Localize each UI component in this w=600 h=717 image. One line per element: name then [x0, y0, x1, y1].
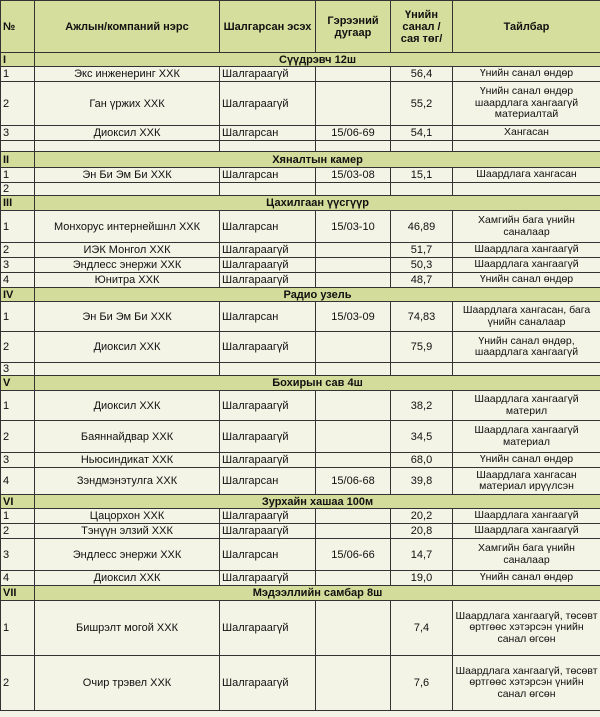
contract-number — [316, 363, 391, 376]
row-number: 2 — [1, 82, 35, 126]
selection-status: Шалгараагүй — [220, 656, 316, 711]
note-text: Үнийн санал өндөр — [453, 67, 600, 82]
company-name: Тэнүүн элзий ХХК — [35, 524, 220, 539]
note-text: Хамгийн бага үнийн саналаар — [453, 211, 600, 243]
row-number: 4 — [1, 468, 35, 495]
company-name: Экс инженеринг ХХК — [35, 67, 220, 82]
selection-status: Шалгараагүй — [220, 391, 316, 421]
row-number: 3 — [1, 258, 35, 273]
company-name: Эн Би Эм Би ХХК — [35, 302, 220, 332]
table-row — [1, 468, 600, 495]
header-contract-number: Гэрээний дугаар — [316, 1, 391, 53]
price-value: 46,89 — [391, 211, 453, 243]
section-title: Сүүдрэвч 12ш — [35, 53, 600, 67]
header-row — [1, 1, 600, 53]
company-name: Юнитра ХХК — [35, 273, 220, 288]
price-value: 68,0 — [391, 453, 453, 468]
selection-status: Шалгараагүй — [220, 421, 316, 453]
row-number: 1 — [1, 601, 35, 656]
table-row — [1, 601, 600, 656]
price-value: 39,8 — [391, 468, 453, 495]
contract-number: 15/06-68 — [316, 468, 391, 495]
contract-number — [316, 524, 391, 539]
row-number: 4 — [1, 273, 35, 288]
note-text: Хангасан — [453, 126, 600, 141]
contract-number — [316, 571, 391, 586]
row-number: 2 — [1, 183, 35, 196]
contract-number: 15/06-69 — [316, 126, 391, 141]
table-row — [1, 363, 600, 376]
header-selected: Шалгарсан эсэх — [220, 1, 316, 53]
selection-status: Шалгарсан — [220, 126, 316, 141]
note-text: Үнийн санал өндөр шаардлага хангаагүй материалтай — [453, 82, 600, 126]
price-value: 34,5 — [391, 421, 453, 453]
section-title: Цахилгаан үүсгүүр — [35, 196, 600, 211]
row-number — [1, 141, 35, 152]
row-number: 2 — [1, 332, 35, 363]
note-text: Шаардлага хангаагүй материал — [453, 421, 600, 453]
contract-number — [316, 243, 391, 258]
section-row — [1, 288, 600, 302]
section-title: Зурхайн хашаа 100м — [35, 495, 600, 509]
header-company-name: Ажлын/компаний нэрс — [35, 1, 220, 53]
note-text: Хамгийн бага үнийн саналаар — [453, 539, 600, 571]
note-text — [453, 363, 600, 376]
price-value — [391, 141, 453, 152]
company-name: Эн Би Эм Би ХХК — [35, 168, 220, 183]
selection-status: Шалгараагүй — [220, 67, 316, 82]
contract-number: 15/06-66 — [316, 539, 391, 571]
row-number: 3 — [1, 126, 35, 141]
table-row — [1, 509, 600, 524]
contract-number — [316, 183, 391, 196]
price-value: 74,83 — [391, 302, 453, 332]
company-name: ИЭК Монгол ХХК — [35, 243, 220, 258]
contract-number: 15/03-10 — [316, 211, 391, 243]
contract-number — [316, 453, 391, 468]
price-value — [391, 363, 453, 376]
table-row — [1, 453, 600, 468]
price-value: 19,0 — [391, 571, 453, 586]
section-number: VI — [1, 495, 35, 509]
table-row — [1, 126, 600, 141]
price-value: 20,8 — [391, 524, 453, 539]
contract-number — [316, 67, 391, 82]
contract-number — [316, 273, 391, 288]
note-text: Шаардлага хангаагүй, төсөвт өртгөөс хэтэрсэн үнийн санал өгсөн — [453, 656, 600, 711]
note-text: Шаардлага хангасан — [453, 168, 600, 183]
company-name: Бишрэлт могой ХХК — [35, 601, 220, 656]
price-value: 48,7 — [391, 273, 453, 288]
table-row — [1, 67, 600, 82]
row-number: 3 — [1, 363, 35, 376]
company-name: Диоксил ХХК — [35, 391, 220, 421]
price-value: 54,1 — [391, 126, 453, 141]
section-title: Мэдээллийн самбар 8ш — [35, 586, 600, 601]
section-row — [1, 495, 600, 509]
price-value: 56,4 — [391, 67, 453, 82]
selection-status: Шалгараагүй — [220, 524, 316, 539]
contract-number — [316, 82, 391, 126]
company-name: Зэндмэнэтулга ХХК — [35, 468, 220, 495]
selection-status: Шалгарсан — [220, 302, 316, 332]
note-text: Шаардлага хангаагүй — [453, 243, 600, 258]
note-text: Шаардлага хангасан материал ирүүлсэн — [453, 468, 600, 495]
company-name — [35, 363, 220, 376]
selection-status: Шалгараагүй — [220, 332, 316, 363]
company-name — [35, 183, 220, 196]
company-name — [35, 141, 220, 152]
price-value: 75,9 — [391, 332, 453, 363]
table-row — [1, 211, 600, 243]
selection-status: Шалгарсан — [220, 211, 316, 243]
section-number: III — [1, 196, 35, 211]
section-row — [1, 152, 600, 168]
section-title: Хяналтын камер — [35, 152, 600, 168]
company-name: Ган үржих ХХК — [35, 82, 220, 126]
table-row — [1, 302, 600, 332]
company-name: Диоксил ХХК — [35, 332, 220, 363]
company-name: Эндлесс энержи ХХК — [35, 258, 220, 273]
note-text: Шаардлага хангаагүй, төсөвт өртгөөс хэтэрсэн үнийн санал өгсөн — [453, 601, 600, 656]
row-number: 2 — [1, 656, 35, 711]
row-number: 1 — [1, 67, 35, 82]
note-text: Шаардлага хангаагүй — [453, 509, 600, 524]
note-text: Үнийн санал өндөр — [453, 273, 600, 288]
note-text: Үнийн санал өндөр — [453, 453, 600, 468]
table-row — [1, 656, 600, 711]
contract-number — [316, 601, 391, 656]
company-name: Баяннайдвар ХХК — [35, 421, 220, 453]
contract-number — [316, 391, 391, 421]
row-number: 2 — [1, 421, 35, 453]
row-number: 2 — [1, 243, 35, 258]
section-number: II — [1, 152, 35, 168]
selection-status: Шалгараагүй — [220, 82, 316, 126]
selection-status: Шалгараагүй — [220, 243, 316, 258]
table-body — [1, 53, 600, 711]
row-number: 1 — [1, 302, 35, 332]
contract-number — [316, 332, 391, 363]
price-value: 50,3 — [391, 258, 453, 273]
table-row — [1, 183, 600, 196]
selection-status: Шалгараагүй — [220, 601, 316, 656]
section-number: V — [1, 376, 35, 391]
selection-status — [220, 183, 316, 196]
note-text: Үнийн санал өндөр, шаардлага хангаагүй — [453, 332, 600, 363]
section-row — [1, 586, 600, 601]
company-name: Диоксил ХХК — [35, 126, 220, 141]
note-text: Шаардлага хангаагүй материл — [453, 391, 600, 421]
row-number: 1 — [1, 168, 35, 183]
selection-status — [220, 141, 316, 152]
selection-status: Шалгараагүй — [220, 258, 316, 273]
selection-status: Шалгараагүй — [220, 273, 316, 288]
table-row — [1, 332, 600, 363]
section-title: Бохирын сав 4ш — [35, 376, 600, 391]
company-name: Монхорус интернейшнл ХХК — [35, 211, 220, 243]
table-row — [1, 539, 600, 571]
company-name: Цацорхон ХХК — [35, 509, 220, 524]
note-text: Үнийн санал өндөр — [453, 571, 600, 586]
price-value — [391, 183, 453, 196]
table-row — [1, 391, 600, 421]
selection-status: Шалгарсан — [220, 468, 316, 495]
section-row — [1, 196, 600, 211]
selection-status: Шалгараагүй — [220, 571, 316, 586]
price-value: 15,1 — [391, 168, 453, 183]
price-value: 7,6 — [391, 656, 453, 711]
row-number: 1 — [1, 211, 35, 243]
row-number: 1 — [1, 391, 35, 421]
table-row — [1, 524, 600, 539]
table-row — [1, 571, 600, 586]
company-name: Очир трэвел ХХК — [35, 656, 220, 711]
price-value: 51,7 — [391, 243, 453, 258]
selection-status: Шалгарсан — [220, 539, 316, 571]
contract-number — [316, 509, 391, 524]
contract-number: 15/03-08 — [316, 168, 391, 183]
contract-number: 15/03-09 — [316, 302, 391, 332]
header-note: Тайлбар — [453, 1, 600, 53]
selection-status: Шалгараагүй — [220, 453, 316, 468]
price-value: 7,4 — [391, 601, 453, 656]
contract-number — [316, 141, 391, 152]
price-value: 14,7 — [391, 539, 453, 571]
selection-status: Шалгараагүй — [220, 509, 316, 524]
section-row — [1, 53, 600, 67]
note-text — [453, 141, 600, 152]
header-price: Үнийн санал /сая төг/ — [391, 1, 453, 53]
table-row — [1, 82, 600, 126]
table-row — [1, 243, 600, 258]
selection-status — [220, 363, 316, 376]
price-value: 38,2 — [391, 391, 453, 421]
note-text: Шаардлага хангаагүй — [453, 524, 600, 539]
contract-number — [316, 258, 391, 273]
section-row — [1, 376, 600, 391]
company-name: Эндлесс энержи ХХК — [35, 539, 220, 571]
price-value: 20,2 — [391, 509, 453, 524]
company-name: Ньюсиндикат ХХК — [35, 453, 220, 468]
table-row — [1, 168, 600, 183]
section-number: I — [1, 53, 35, 67]
section-number: IV — [1, 288, 35, 302]
selection-status: Шалгарсан — [220, 168, 316, 183]
note-text: Шаардлага хангасан, бага үнийн саналаар — [453, 302, 600, 332]
row-number: 3 — [1, 453, 35, 468]
table-row — [1, 258, 600, 273]
price-value: 55,2 — [391, 82, 453, 126]
row-number: 4 — [1, 571, 35, 586]
row-number: 2 — [1, 524, 35, 539]
row-number: 1 — [1, 509, 35, 524]
contract-number — [316, 656, 391, 711]
note-text — [453, 183, 600, 196]
section-number: VII — [1, 586, 35, 601]
row-number: 3 — [1, 539, 35, 571]
table-row — [1, 141, 600, 152]
table-row — [1, 421, 600, 453]
table-row — [1, 273, 600, 288]
contract-number — [316, 421, 391, 453]
section-title: Радио узель — [35, 288, 600, 302]
note-text: Шаардлага хангаагүй — [453, 258, 600, 273]
company-name: Диоксил ХХК — [35, 571, 220, 586]
header-number: № — [1, 1, 35, 53]
